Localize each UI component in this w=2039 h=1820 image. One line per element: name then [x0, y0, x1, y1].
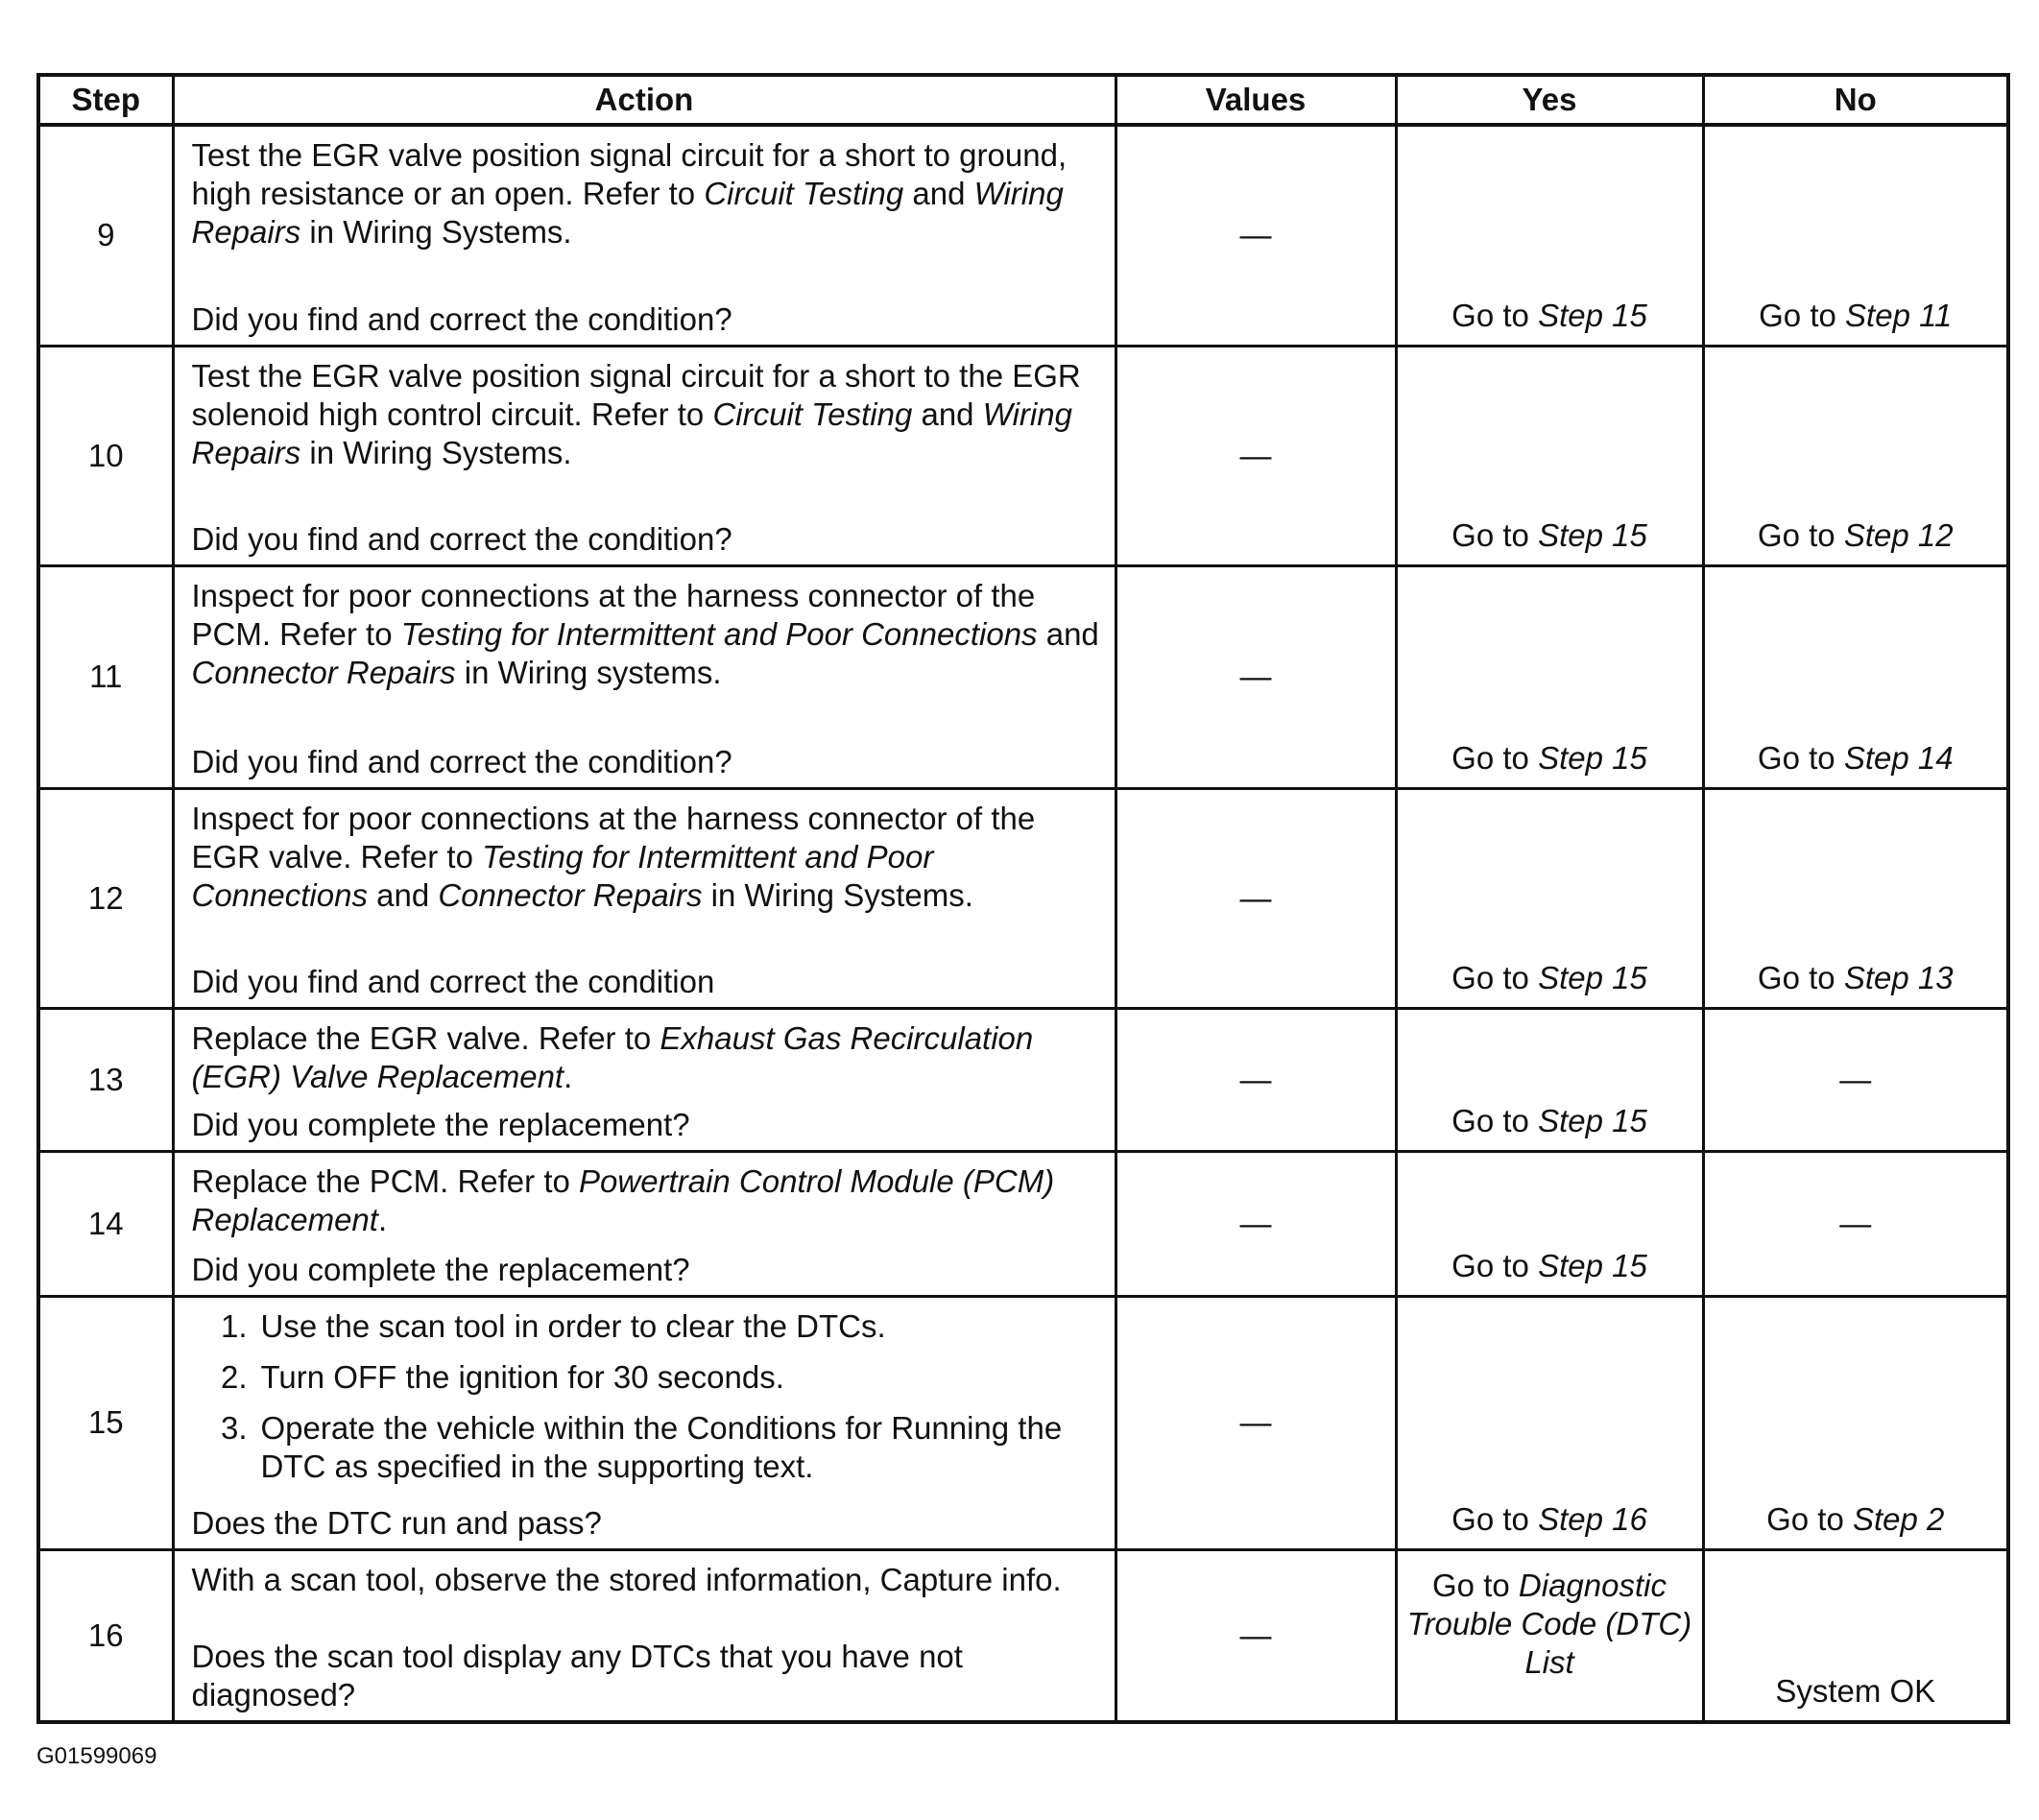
table-row [38, 125, 2008, 346]
step-number: 13 [38, 1008, 173, 1151]
no-cell: Go to Step 12 [1703, 346, 2008, 565]
no-link: Step 14 [1843, 739, 1954, 776]
yes-link: Step 15 [1538, 1102, 1647, 1138]
instruction-text: Replace the PCM. Refer to Powertrain Control Module (PCM) Replacement. [191, 1162, 1055, 1237]
yes-link: Diagnostic Trouble Code (DTC) List [1406, 1567, 1692, 1680]
step-number: 10 [38, 346, 173, 565]
header-step: Step [38, 75, 173, 125]
instruction-text: Inspect for poor connections at the harness connector of the EGR valve. Refer to Testing for Intermittent and Poor Connections and Connector Repairs in Wiring Systems. [191, 800, 1036, 913]
no-link: Step 12 [1843, 516, 1954, 553]
action-cell [173, 1151, 1115, 1296]
instruction-text: Replace the EGR valve. Refer to Exhaust Gas Recirculation (EGR) Valve Replacement. [191, 1019, 1034, 1094]
step-number: 14 [38, 1151, 173, 1296]
no-cell: Go to Step 11 [1703, 125, 2008, 346]
step-number: 9 [38, 125, 173, 346]
list-item: 2. Turn OFF the ignition for 30 seconds. [220, 1358, 784, 1395]
step-number: 16 [38, 1549, 173, 1722]
instruction-text: Test the EGR valve position signal circuit for a short to ground, high resistance or an open. Refer to Circuit Testing and Wiring Repairs in Wiring Systems. [191, 137, 1067, 250]
table-row [38, 1008, 2008, 1151]
header-action: Action [173, 75, 1115, 125]
instruction-text: Test the EGR valve position signal circuit for a short to the EGR solenoid high control circuit. Refer to Circuit Testing and Wiring Repairs in Wiring Systems. [191, 357, 1081, 470]
yes-link: Step 15 [1538, 516, 1647, 553]
values-cell: — [1115, 1151, 1396, 1296]
values-cell: — [1115, 1296, 1396, 1549]
header-no: No [1703, 75, 2008, 125]
values-cell: — [1115, 565, 1396, 788]
action-cell [173, 125, 1115, 346]
yes-cell: Go to Diagnostic Trouble Code (DTC) List [1396, 1549, 1703, 1722]
yes-cell: Go to Step 15 [1396, 1008, 1703, 1151]
action-cell [173, 565, 1115, 788]
action-cell [173, 788, 1115, 1008]
step-number: 11 [38, 565, 173, 788]
values-cell: — [1115, 1008, 1396, 1151]
yes-cell: Go to Step 16 [1396, 1296, 1703, 1549]
yes-link: Step 15 [1538, 959, 1647, 995]
action-cell [173, 346, 1115, 565]
table-row [38, 1549, 2008, 1722]
no-link: Step 13 [1843, 959, 1954, 995]
question-text: Did you find and correct the condition? [191, 300, 732, 337]
values-cell: — [1115, 125, 1396, 346]
instruction-text: Inspect for poor connections at the harness connector of the PCM. Refer to Testing for Intermittent and Poor Connections and Connector Repairs in Wiring systems. [191, 577, 1099, 690]
instruction-list [192, 1307, 1101, 1498]
no-cell: Go to Step 14 [1703, 565, 2008, 788]
no-cell: System OK [1703, 1549, 2008, 1722]
table-row [38, 346, 2008, 565]
yes-cell: Go to Step 15 [1396, 565, 1703, 788]
step-number: 12 [38, 788, 173, 1008]
question-text: Does the DTC run and pass? [191, 1504, 602, 1541]
no-cell: — [1703, 1008, 2008, 1151]
action-cell [173, 1008, 1115, 1151]
yes-cell: Go to Step 15 [1396, 1151, 1703, 1296]
question-text: Did you complete the replacement? [191, 1251, 690, 1287]
yes-link: Step 15 [1538, 297, 1647, 333]
no-link: Step 2 [1852, 1500, 1945, 1537]
yes-cell: Go to Step 15 [1396, 125, 1703, 346]
list-item: 3. Operate the vehicle within the Conditions for Running the DTC as specified in the supporting text. [220, 1409, 1063, 1484]
question-text: Did you complete the replacement? [191, 1106, 690, 1142]
question-text: Did you find and correct the condition? [191, 520, 732, 557]
values-cell: — [1115, 1549, 1396, 1722]
action-cell [173, 1296, 1115, 1549]
values-cell: — [1115, 346, 1396, 565]
figure-id: G01599069 [36, 1743, 157, 1769]
yes-link: Step 16 [1538, 1500, 1647, 1537]
no-cell: Go to Step 13 [1703, 788, 2008, 1008]
yes-cell: Go to Step 15 [1396, 788, 1703, 1008]
no-link: Step 11 [1845, 297, 1953, 333]
question-text: Does the scan tool display any DTCs that you have not diagnosed? [191, 1639, 963, 1712]
yes-cell: Go to Step 15 [1396, 346, 1703, 565]
header-yes: Yes [1396, 75, 1703, 125]
header-row [38, 75, 2008, 125]
no-cell: — [1703, 1151, 2008, 1296]
question-text: Did you find and correct the condition? [191, 743, 732, 779]
list-item: 1. Use the scan tool in order to clear the DTCs. [220, 1307, 886, 1344]
header-values: Values [1115, 75, 1396, 125]
step-number: 15 [38, 1296, 173, 1549]
table-row [38, 788, 2008, 1008]
question-text: Did you find and correct the condition [191, 963, 715, 999]
yes-link: Step 15 [1538, 739, 1647, 776]
values-cell: — [1115, 788, 1396, 1008]
table-row [38, 565, 2008, 788]
no-cell: Go to Step 2 [1703, 1296, 2008, 1549]
action-cell [173, 1549, 1115, 1722]
yes-link: Step 15 [1538, 1247, 1647, 1283]
table-row [38, 1151, 2008, 1296]
table-row [38, 1296, 2008, 1549]
diagnostic-table [36, 73, 2010, 1724]
instruction-text: With a scan tool, observe the stored information, Capture info. [191, 1561, 1062, 1597]
